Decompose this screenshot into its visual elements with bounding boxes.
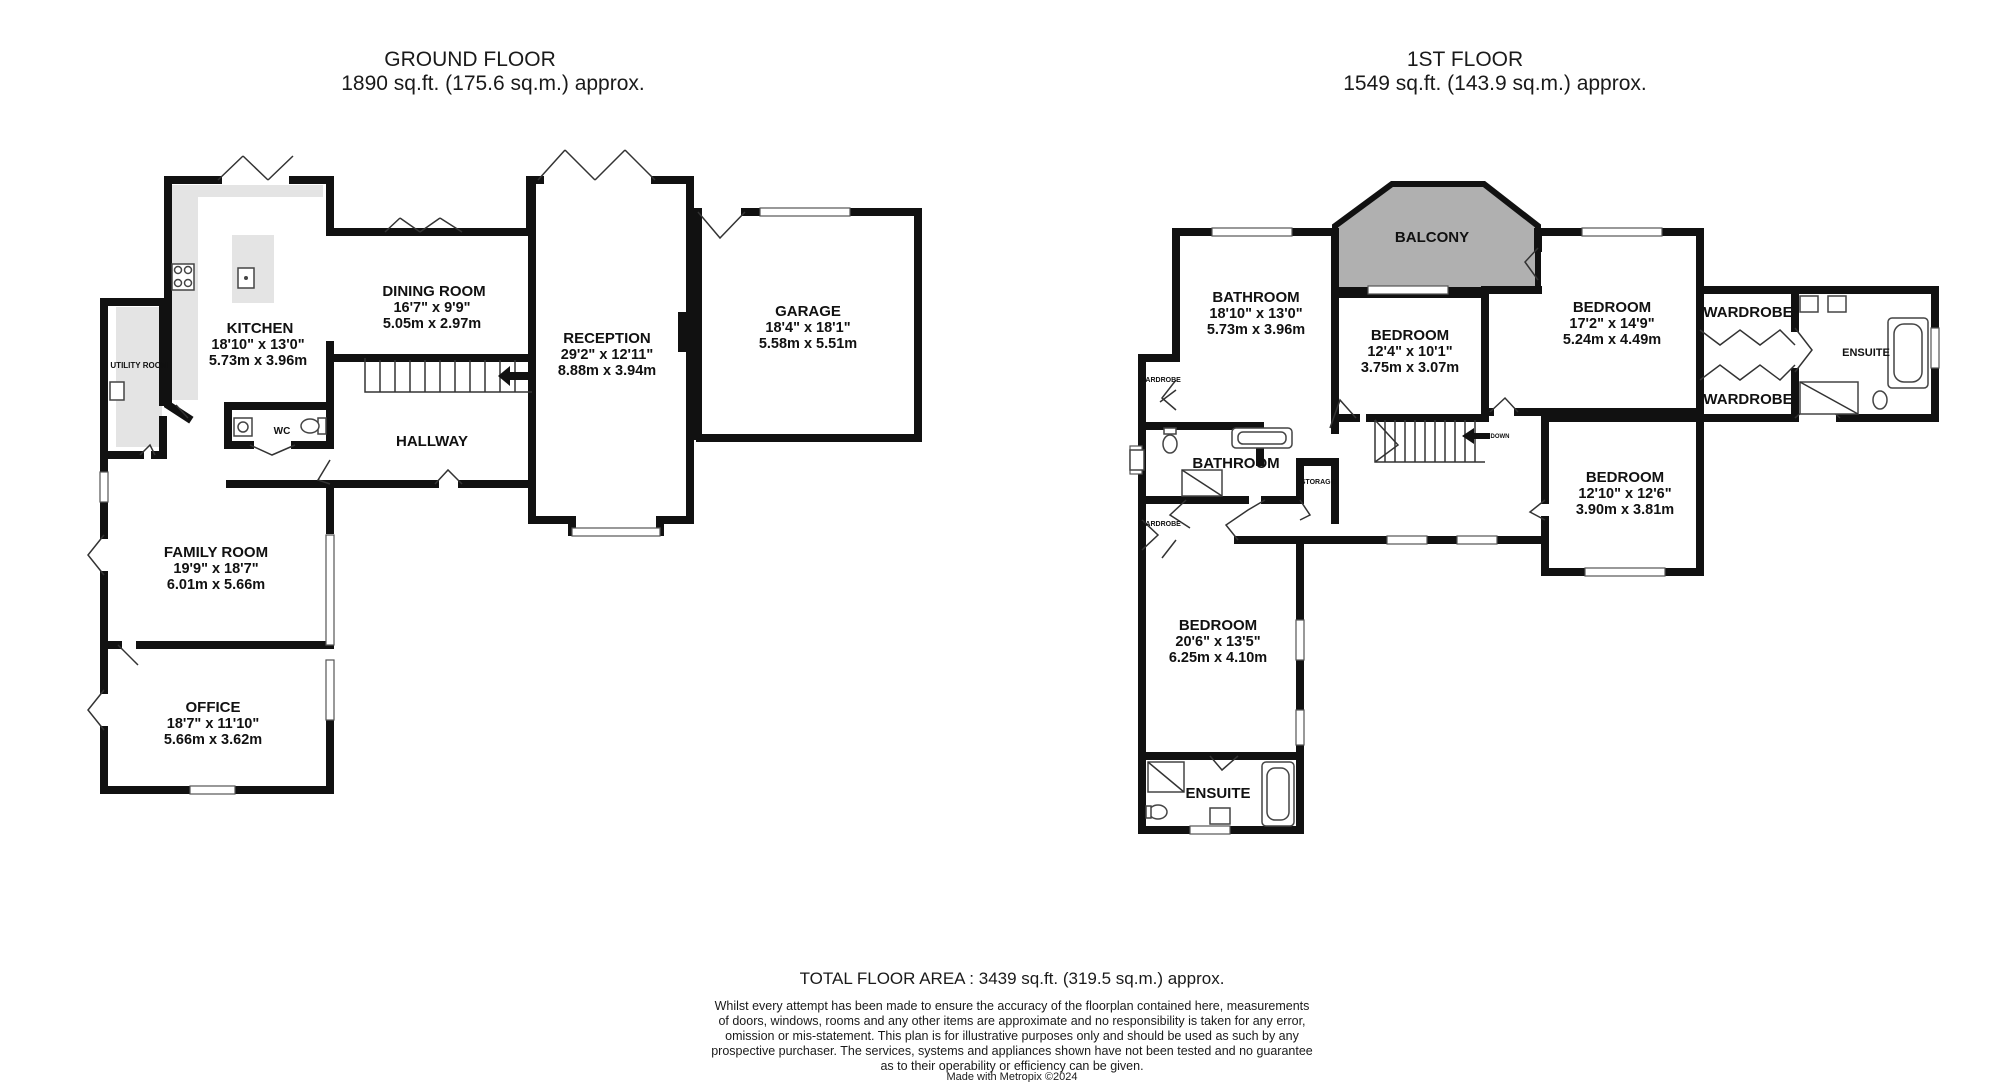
room-label: BEDROOM: [1178, 617, 1258, 634]
basin-icon: [1800, 296, 1846, 312]
stair-direction-label: DOWN: [1490, 434, 1510, 440]
door: [1226, 500, 1265, 540]
room-label: ENSUITE: [1185, 785, 1251, 802]
room-dimensions: 5.58m x 5.51m: [758, 336, 858, 352]
room-dimensions: 19'9" x 18'7": [173, 561, 259, 577]
ground-floor-plan: [88, 150, 918, 794]
hob-icon: [172, 264, 194, 290]
room-label: OFFICE: [185, 699, 241, 716]
room-label: UTILITY ROOM: [110, 361, 168, 370]
room-label: ENSUITE: [1842, 347, 1890, 359]
basin-icon: [1210, 808, 1230, 824]
window: [1296, 710, 1304, 745]
shower-icon: [1800, 382, 1858, 414]
room-label: KITCHEN: [226, 320, 294, 337]
bath-icon: [1888, 318, 1928, 388]
window: [326, 660, 334, 720]
room-label: RECEPTION: [563, 330, 651, 347]
room-label: BEDROOM: [1370, 327, 1450, 344]
sink-icon: [238, 268, 254, 288]
kitchen-counter: [172, 185, 198, 400]
disclaimer-line: as to their operability or efficiency can be given.: [880, 1059, 1144, 1073]
room-label: WARDROBE: [1139, 521, 1181, 528]
room-dimensions: 3.90m x 3.81m: [1575, 502, 1675, 518]
room-dimensions: 18'7" x 11'10": [166, 716, 260, 732]
room-dimensions: 12'10" x 12'6": [1578, 486, 1672, 502]
room-dimensions: 3.75m x 3.07m: [1360, 360, 1460, 376]
kitchen-counter-top: [197, 185, 323, 197]
double-door: [88, 690, 104, 730]
wall: [1142, 426, 1186, 500]
shower-icon: [1182, 470, 1222, 496]
room-label: WARDROBE: [1703, 304, 1793, 321]
room-dimensions: 5.66m x 3.62m: [163, 732, 263, 748]
total-floor-area: TOTAL FLOOR AREA : 3439 sq.ft. (319.5 sq.m.) approx.: [799, 969, 1225, 988]
door: [1795, 328, 1812, 372]
bath-icon: [1262, 762, 1294, 826]
wc-basin-icon: [234, 418, 252, 436]
window: [1212, 228, 1292, 236]
room-dimensions: 17'2" x 14'9": [1569, 316, 1655, 332]
room-dimensions: 5.73m x 3.96m: [1206, 322, 1306, 338]
window: [100, 472, 108, 502]
first-floor-area: 1549 sq.ft. (143.9 sq.m.) approx.: [1343, 72, 1647, 95]
room-dimensions: 29'2" x 12'11": [560, 347, 654, 363]
stairs: [1375, 420, 1485, 462]
fireplace: [678, 312, 690, 352]
ground-floor-title: GROUND FLOOR: [384, 48, 556, 71]
first-floor-plan: [1130, 184, 1939, 834]
toilet-icon: [301, 418, 326, 434]
wall: [1238, 540, 1300, 620]
bath-icon: [1232, 428, 1292, 448]
window: [760, 208, 850, 216]
room-dimensions: 6.01m x 5.66m: [166, 577, 266, 593]
window: [1457, 536, 1497, 544]
disclaimer-line: omission or mis-statement. This plan is for illustrative purposes only and should be used as such by any: [725, 1029, 1299, 1043]
stair-arrow-icon: [498, 366, 528, 386]
disclaimer-line: of doors, windows, rooms and any other items are approximate and no responsibility is taken for any error,: [718, 1014, 1306, 1028]
room-label: HALLWAY: [396, 433, 468, 450]
window: [326, 535, 334, 645]
room-dimensions: 5.24m x 4.49m: [1562, 332, 1662, 348]
wall: [1370, 412, 1485, 418]
room-label: BEDROOM: [1572, 299, 1652, 316]
window: [1582, 228, 1662, 236]
door: [698, 212, 745, 238]
room-dimensions: 6.25m x 4.10m: [1168, 650, 1268, 666]
wall: [330, 180, 538, 232]
room-dimensions: 5.73m x 3.96m: [208, 353, 308, 369]
door: [1490, 398, 1518, 412]
room-dimensions: 12'4" x 10'1": [1367, 344, 1453, 360]
room-dimensions: 16'7" x 9'9": [393, 300, 471, 316]
door: [118, 645, 138, 665]
window: [572, 528, 660, 536]
basin-icon: [1130, 450, 1144, 470]
shower-icon: [1148, 762, 1184, 792]
ground-floor-area: 1890 sq.ft. (175.6 sq.m.) approx.: [341, 72, 645, 95]
bifold-door: [538, 150, 655, 180]
window: [1368, 286, 1448, 294]
credit-line: Made with Metropix ©2024: [946, 1071, 1078, 1082]
room-label: FAMILY ROOM: [163, 544, 269, 561]
wardrobe-door: [1700, 330, 1795, 345]
room-label: WC: [273, 426, 291, 437]
stair-arrow-icon: [1462, 428, 1490, 444]
window: [1585, 568, 1665, 576]
room-label: BEDROOM: [1585, 469, 1665, 486]
room-dimensions: 18'10" x 13'0": [211, 337, 305, 353]
wardrobe-door: [1162, 540, 1176, 558]
first-floor-title: 1ST FLOOR: [1406, 48, 1524, 71]
room-dimensions: 5.05m x 2.97m: [382, 316, 482, 332]
window: [1387, 536, 1427, 544]
toilet-icon: [1146, 805, 1167, 819]
door: [250, 445, 295, 455]
window: [1190, 826, 1230, 834]
window: [190, 786, 235, 794]
door: [1300, 500, 1310, 520]
room-dimensions: 8.88m x 3.94m: [557, 363, 657, 379]
double-door: [88, 535, 104, 575]
room-dimensions: 18'10" x 13'0": [1209, 306, 1303, 322]
toilet-icon: [1873, 391, 1887, 409]
room-dimensions: 20'6" x 13'5": [1175, 634, 1261, 650]
window: [1296, 620, 1304, 660]
room-label: DINING ROOM: [382, 283, 486, 300]
utility-counter: [116, 307, 162, 447]
room-label: BATHROOM: [1192, 455, 1280, 472]
toilet-icon: [1163, 428, 1177, 453]
room-label: GARAGE: [775, 303, 841, 320]
wardrobe-door: [1160, 390, 1176, 402]
door: [435, 470, 462, 484]
room-label: BALCONY: [1394, 229, 1470, 246]
disclaimer-line: Whilst every attempt has been made to ensure the accuracy of the floorplan contained here, measurements: [714, 999, 1310, 1013]
bifold-door: [218, 156, 293, 180]
window: [1931, 328, 1939, 368]
storage-wall: [1300, 462, 1335, 520]
disclaimer-line: prospective purchaser. The services, systems and appliances shown have not been tested and no guarantee: [711, 1044, 1313, 1058]
room-label: WARDROBE: [1703, 391, 1793, 408]
room-label: BATHROOM: [1212, 289, 1300, 306]
utility-sink-icon: [110, 382, 124, 400]
room-label: WARDROBE: [1139, 377, 1181, 384]
wardrobe-door: [1700, 365, 1795, 380]
room-dimensions: 18'4" x 18'1": [765, 320, 851, 336]
room-label: STORAGE: [1300, 479, 1336, 486]
